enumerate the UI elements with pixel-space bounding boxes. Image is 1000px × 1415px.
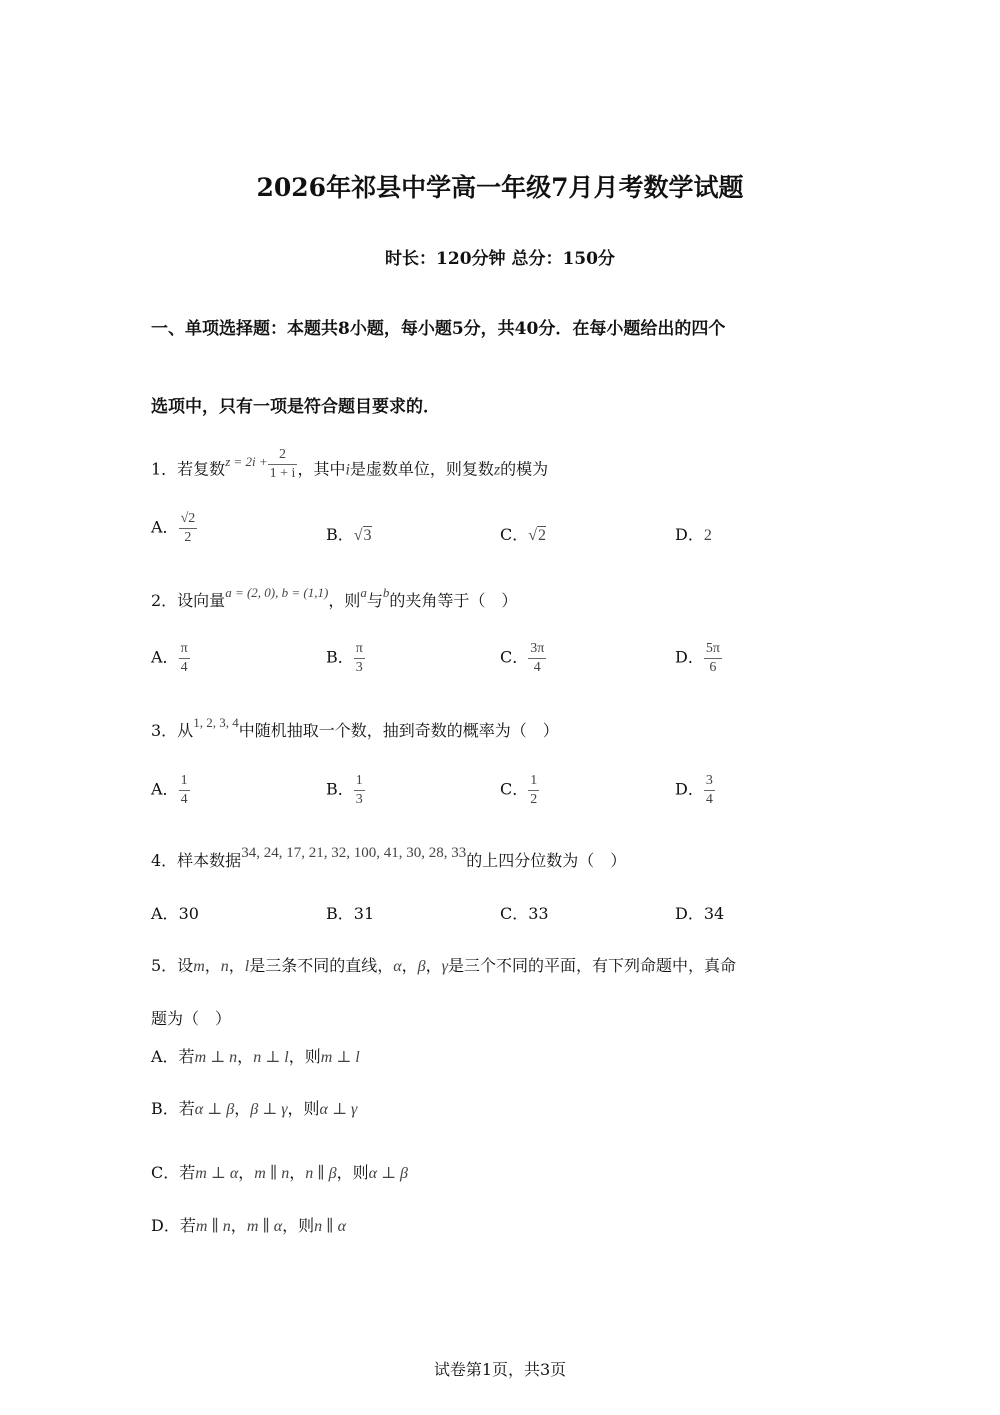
q3-text-a: 3．从 — [151, 721, 194, 740]
fraction-den: 4 — [180, 791, 188, 807]
q5-sep: ， — [425, 956, 442, 975]
q5-text-b: 是三条不同的直线， — [249, 956, 394, 975]
option-fraction — [528, 640, 546, 676]
option-connector: ， — [238, 1163, 255, 1182]
option-connector: ， — [230, 1216, 247, 1235]
condition-expression: m ⊥ n — [194, 1049, 238, 1066]
section-heading-line2: 选项中，只有一项是符合题目要求的． — [151, 397, 440, 417]
option-fraction — [179, 640, 190, 676]
fraction-num: π — [354, 640, 365, 659]
q4-text-b: 的上四分位数为（ ） — [466, 851, 627, 870]
q3-option-c[interactable] — [500, 772, 539, 808]
option-value: 30 — [178, 904, 199, 923]
q5-text-a: 5．设 — [151, 956, 194, 975]
q1-fraction — [268, 446, 298, 482]
q3-option-b[interactable] — [326, 772, 365, 808]
option-fraction — [528, 772, 539, 808]
option-label: B． — [326, 779, 354, 799]
q1-text-b: ，其中 — [297, 459, 346, 479]
condition-expression: β ⊥ γ — [250, 1101, 288, 1118]
q2-text-c: 与 — [366, 591, 383, 610]
option-label: C．若 — [151, 1163, 196, 1182]
q2-expression: a = (2, 0), b = (1,1) — [225, 585, 329, 600]
q2-option-d[interactable] — [675, 640, 722, 676]
option-connector: ，则 — [288, 1047, 321, 1066]
q1-fraction-den: 1 + i — [269, 465, 296, 481]
sqrt-expression: √2 — [528, 527, 547, 544]
q5-sep: ， — [401, 956, 418, 975]
q4-text-a: 4．样本数据 — [151, 851, 242, 870]
q2-option-a[interactable] — [151, 640, 190, 676]
radicand: 2 — [538, 527, 547, 544]
condition-expression: n ⊥ l — [253, 1049, 289, 1066]
q2-text-a: 2．设向量 — [151, 591, 226, 610]
q5-var-gamma: γ — [441, 958, 448, 975]
q5-var-l: l — [244, 958, 250, 975]
fraction-num: 1 — [528, 772, 539, 791]
q1-var-z: z — [493, 461, 501, 479]
fraction-num: √2 — [179, 510, 198, 529]
option-label: A．若 — [151, 1047, 195, 1066]
option-label: A． — [151, 904, 179, 923]
q4-option-b[interactable] — [326, 901, 374, 924]
exam-duration-score: 时长：120分钟 总分：150分 — [385, 249, 615, 269]
condition-expression: m ⊥ α — [195, 1165, 239, 1182]
q4-option-d[interactable] — [675, 901, 724, 924]
option-label: B． — [326, 647, 354, 667]
conclusion-expression: n ∥ α — [314, 1218, 346, 1235]
q3-text-b: 中随机抽取一个数，抽到奇数的概率为（ ） — [238, 721, 559, 740]
fraction-num: 1 — [179, 772, 190, 791]
q1-expression: z = 2i + — [225, 453, 268, 469]
option-label: A． — [151, 517, 179, 537]
sqrt-expression: √3 — [353, 527, 372, 544]
conclusion-expression: α ⊥ β — [368, 1165, 409, 1182]
q5-var-m: m — [193, 958, 205, 975]
q1-fraction-num: 2 — [268, 446, 298, 465]
q4-option-c[interactable] — [500, 901, 549, 924]
condition-expression: α ⊥ β — [194, 1101, 235, 1118]
option-label: C． — [500, 779, 529, 799]
fraction-den: 4 — [533, 659, 541, 675]
fraction-num: 1 — [354, 772, 365, 791]
option-connector: ，则 — [287, 1099, 320, 1118]
q5-sep: ， — [204, 956, 221, 975]
fraction-den: 3 — [355, 659, 363, 675]
page-footer: 试卷第1页，共3页 — [433, 1360, 567, 1379]
option-label: A． — [151, 647, 179, 667]
q5-option-b[interactable] — [151, 1096, 357, 1119]
option-fraction — [179, 772, 190, 808]
option-label: D． — [675, 904, 704, 923]
q1-text-c: 是虚数单位，则复数 — [349, 459, 494, 479]
option-fraction — [704, 772, 715, 808]
option-connector: ，则 — [336, 1163, 369, 1182]
q1-option-d[interactable] — [675, 522, 712, 545]
option-label: C． — [500, 904, 529, 923]
q1-var-i: i — [345, 461, 350, 479]
q5-var-alpha: α — [393, 958, 402, 975]
q5-sep: ， — [228, 956, 245, 975]
q1-option-c[interactable] — [500, 522, 546, 545]
fraction-den: 2 — [184, 529, 192, 545]
option-label: A． — [151, 779, 179, 799]
option-label: B．若 — [151, 1099, 195, 1118]
fraction-den: 2 — [530, 791, 538, 807]
condition-expression: m ∥ n — [195, 1218, 231, 1235]
q5-text-c: 是三个不同的平面，有下列命题中，真命 — [447, 956, 736, 975]
q1-text-d: 的模为 — [500, 459, 549, 479]
q3-option-a[interactable] — [151, 772, 190, 808]
option-label: C． — [500, 647, 529, 667]
option-connector: ， — [289, 1163, 306, 1182]
option-label: D． — [675, 647, 704, 667]
fraction-num: 3 — [704, 772, 715, 791]
option-label: B． — [326, 525, 354, 544]
option-fraction — [179, 510, 198, 546]
option-label: B． — [326, 904, 354, 923]
question-1 — [151, 447, 549, 488]
question-3 — [151, 715, 559, 741]
option-value: 2 — [703, 527, 712, 544]
fraction-num: 5π — [704, 640, 722, 659]
option-fraction — [354, 772, 365, 808]
exam-title: 2026年祁县中学高一年级7月月考数学试题 — [256, 173, 744, 202]
q1-text-a: 1．若复数 — [151, 459, 226, 479]
option-value: 31 — [353, 904, 375, 923]
q2-text-b: ，则 — [328, 591, 361, 610]
fraction-den: 4 — [705, 791, 713, 807]
fraction-num: 3π — [528, 640, 546, 659]
q5-option-c[interactable] — [151, 1160, 408, 1183]
q3-expression: 1, 2, 3, 4 — [193, 715, 239, 730]
option-value: 33 — [528, 904, 549, 923]
section-heading-line1: 一、单项选择题：本题共8小题，每小题5分，共40分．在每小题给出的四个 — [151, 319, 726, 339]
q3-option-d[interactable] — [675, 772, 715, 808]
option-connector: ， — [237, 1047, 254, 1066]
q2-text-d: 的夹角等于（ ） — [389, 591, 518, 610]
radicand: 3 — [363, 527, 372, 544]
option-fraction — [704, 640, 722, 676]
q5-option-d[interactable] — [151, 1213, 346, 1236]
fraction-den: 6 — [709, 659, 717, 675]
q5-var-n: n — [220, 958, 229, 975]
q4-expression: 34, 24, 17, 21, 32, 100, 41, 30, 28, 33 — [241, 845, 467, 861]
question-2 — [151, 585, 518, 611]
question-5 — [151, 953, 736, 976]
option-label: D． — [675, 779, 704, 799]
fraction-den: 4 — [180, 659, 188, 675]
condition-expression: m ∥ α — [246, 1218, 283, 1235]
option-fraction — [354, 640, 365, 676]
option-value: 34 — [703, 904, 725, 923]
question-5-line2: 题为（ ） — [151, 1009, 232, 1028]
q2-var-b: b — [382, 585, 390, 600]
option-connector: ，则 — [282, 1216, 315, 1235]
option-label: D．若 — [151, 1216, 196, 1235]
q2-option-c[interactable] — [500, 640, 546, 676]
conclusion-expression: m ⊥ l — [320, 1049, 360, 1066]
q4-option-a[interactable] — [151, 901, 199, 924]
condition-expression: n ∥ β — [305, 1165, 337, 1182]
q2-var-a: a — [360, 585, 367, 600]
q2-option-b[interactable] — [326, 640, 365, 676]
q5-var-beta: β — [417, 958, 426, 975]
condition-expression: m ∥ n — [254, 1165, 290, 1182]
option-label: D． — [675, 525, 704, 544]
question-4 — [151, 845, 627, 871]
fraction-num: π — [179, 640, 190, 659]
q1-option-a[interactable] — [151, 510, 197, 546]
option-label: C． — [500, 525, 529, 544]
option-connector: ， — [234, 1099, 251, 1118]
fraction-den: 3 — [355, 791, 363, 807]
conclusion-expression: α ⊥ γ — [319, 1101, 358, 1118]
q5-option-a[interactable] — [151, 1044, 360, 1067]
q1-option-b[interactable] — [326, 522, 372, 545]
